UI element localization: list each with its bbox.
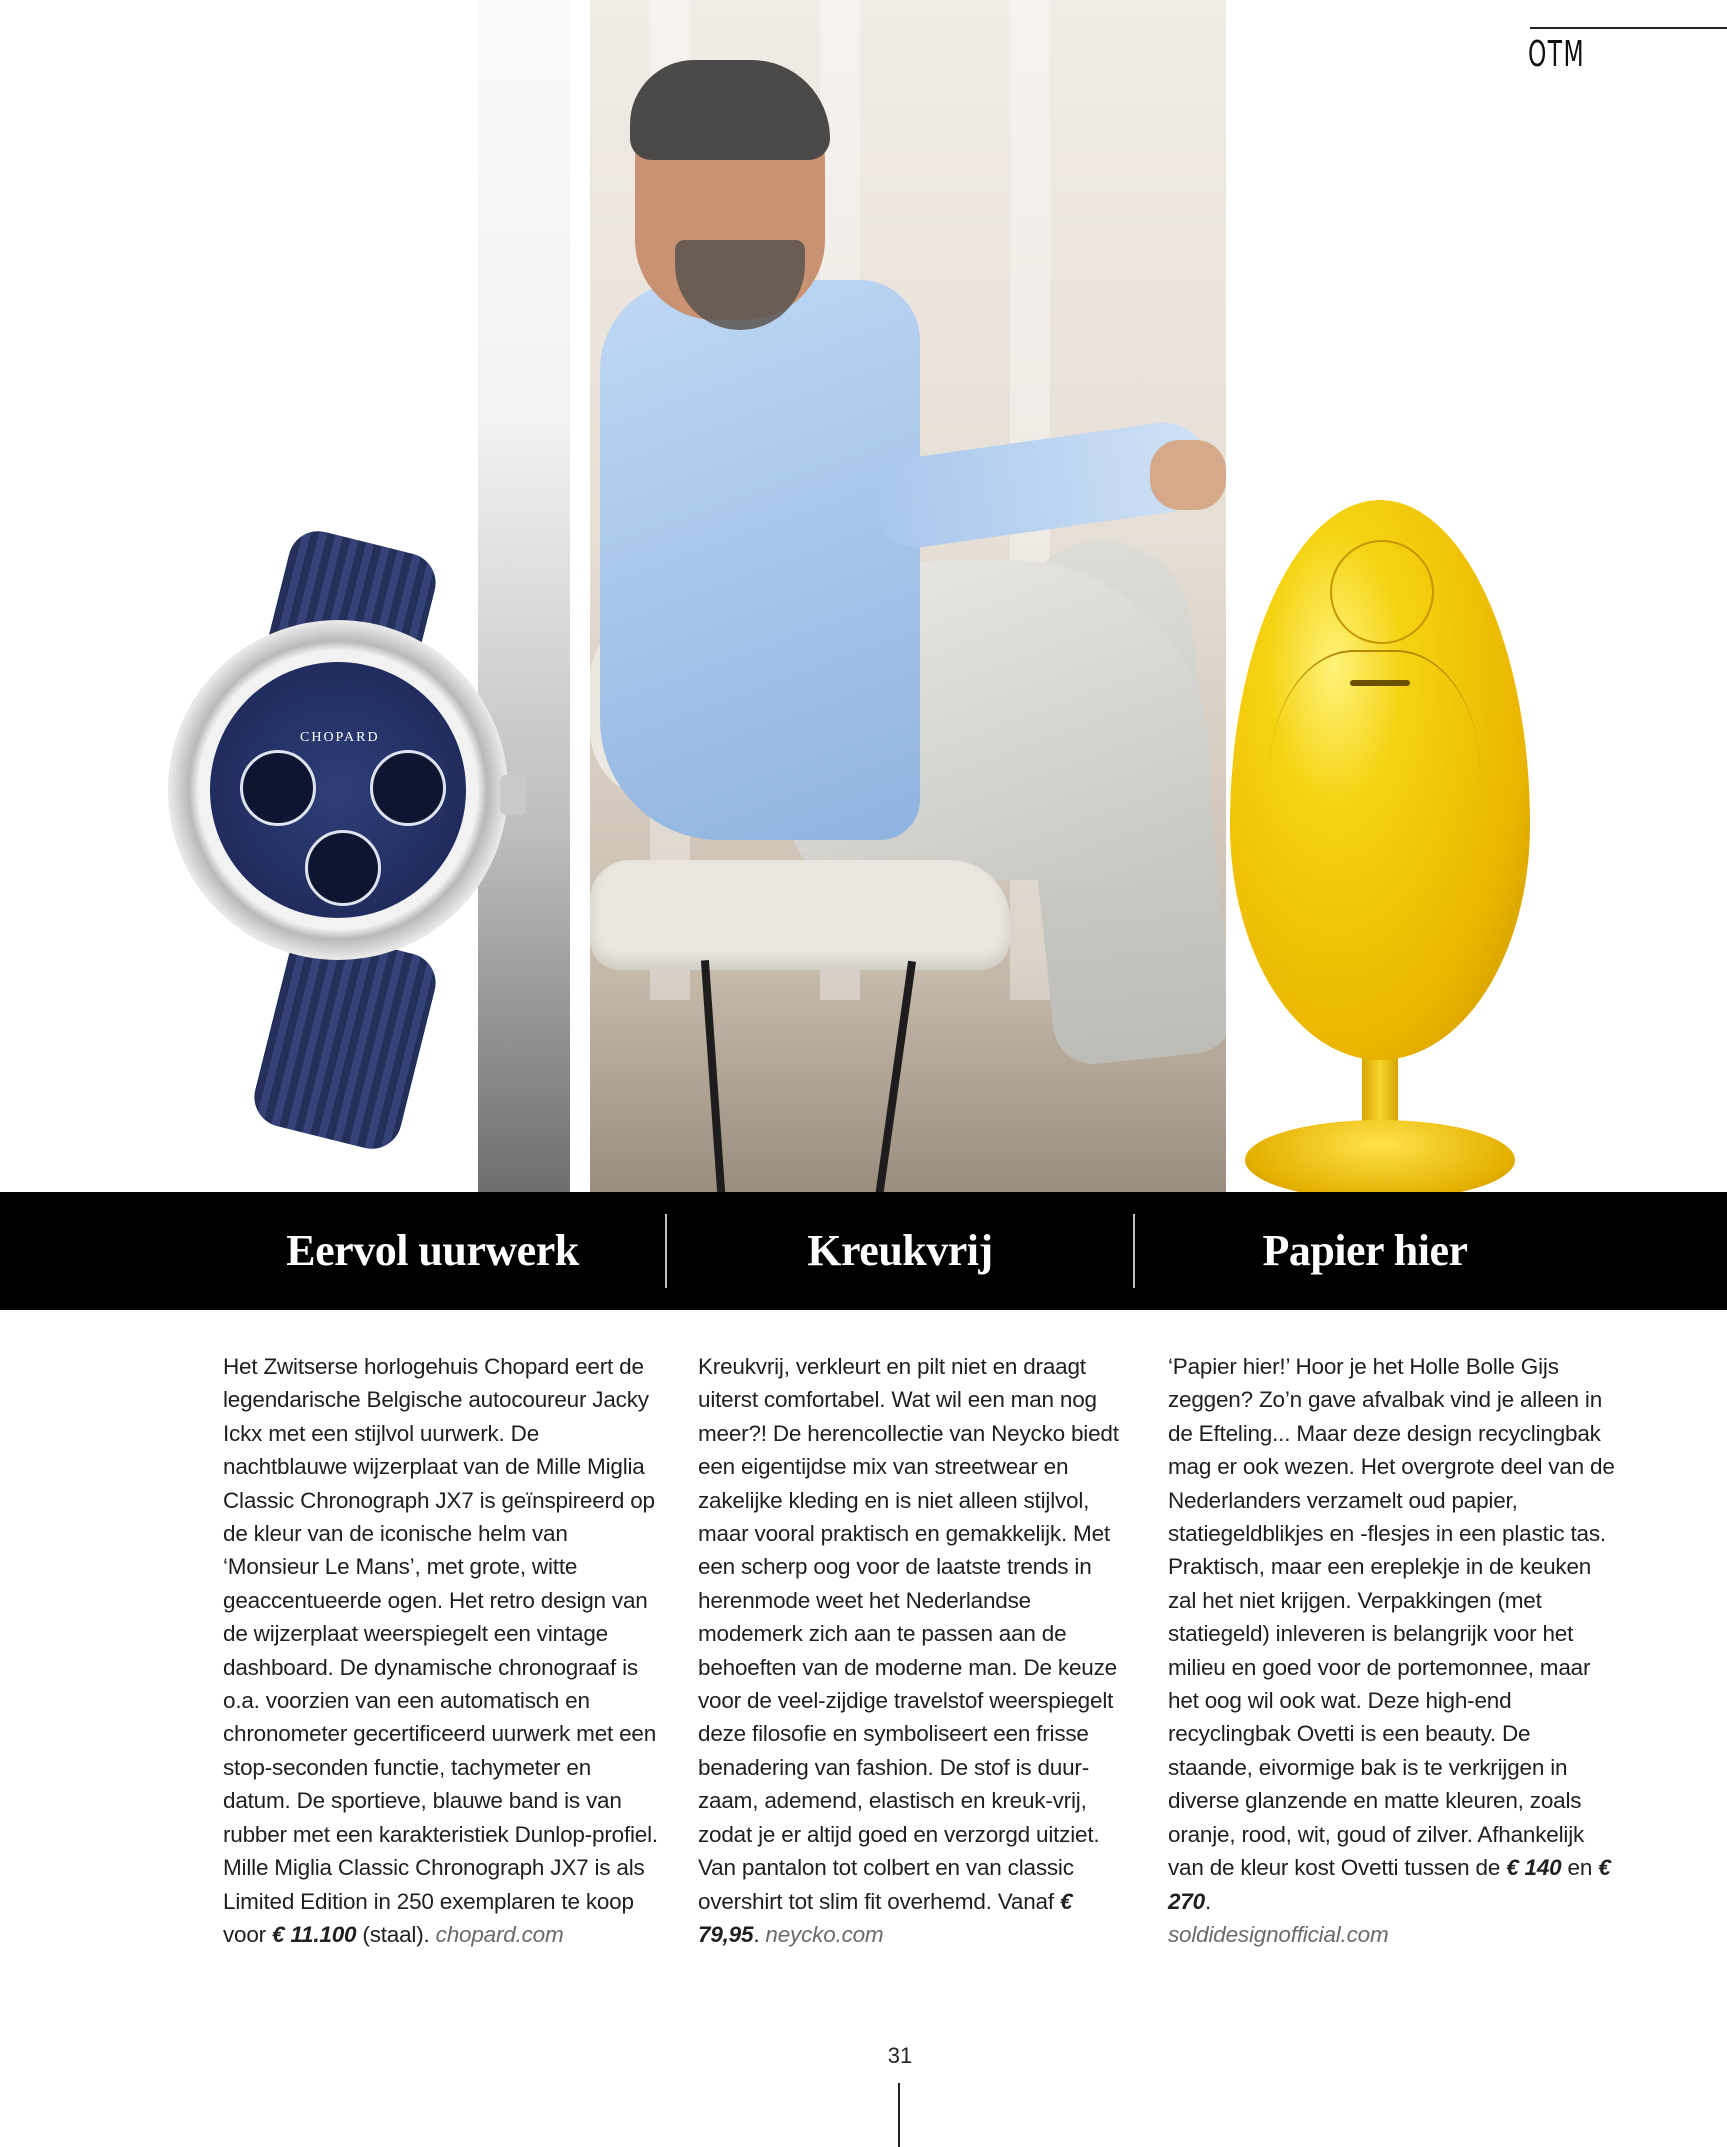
body-text-end: .: [1204, 1888, 1212, 1914]
man-shirt: [600, 280, 920, 840]
ovetti-bin-photo: [1230, 500, 1530, 1200]
chair-leg: [872, 961, 916, 1192]
watch-brand-logo: CHOPARD: [300, 730, 380, 745]
page-number: 31: [887, 2043, 913, 2068]
header-rule: [1530, 27, 1727, 29]
article-text: [1168, 1350, 1618, 1951]
watch-crown: [500, 775, 526, 815]
article-watch: [223, 1350, 663, 1951]
body-text-end: .: [753, 1921, 766, 1947]
section-tag: OTM: [1528, 34, 1586, 75]
chair-seat: [590, 860, 1010, 970]
bin-door: [1270, 650, 1480, 952]
article-text: [698, 1350, 1138, 1951]
man-photo: [590, 0, 1226, 1192]
man-hair: [630, 60, 830, 160]
price: € 79,95: [698, 1888, 1073, 1947]
watch-subdial: [305, 830, 381, 906]
bin-slot: [1350, 680, 1410, 686]
body-text-end: (staal).: [356, 1921, 436, 1947]
website-link[interactable]: chopard.com: [435, 1921, 564, 1947]
man-hand: [1150, 440, 1226, 510]
heading-watch: Eervol uurwerk: [286, 1226, 579, 1275]
bin-base: [1245, 1120, 1515, 1200]
article-text: [223, 1350, 663, 1951]
watch-subdial: [240, 750, 316, 826]
article-bin: [1168, 1350, 1618, 1951]
watch-subdial: [370, 750, 446, 826]
body-text: ‘Papier hier!’ Hoor je het Holle Bolle Gijs zeggen? Zo’n gave afvalbak vind je alleen in de Efteling... Maar deze design recyclingbak mag er ook wezen. Het overgrote deel van de Nederlanders verzamelt oud papier, statiegeldblikjes en -flesjes in een plastic tas. Praktisch, maar een ereplekje in de keuken zal het niet krijgen. Verpakkingen (met statiegeld) inleveren is belangrijk voor het milieu en goed voor de portemonnee, maar het oog wil ook wat. Deze high-end recyclingbak Ovetti is een beauty. De staande, eivormige bak is te verkrijgen in diverse glanzende en matte kleuren, zoals oranje, rood, wit, goud of zilver. Afhankelijk van de kleur kost Ovetti tussen de: [1168, 1354, 1615, 1881]
body-text-mid: en: [1561, 1855, 1599, 1881]
heading-bin: Papier hier: [1262, 1226, 1468, 1275]
website-link[interactable]: soldidesignofficial.com: [1168, 1921, 1389, 1947]
chair-leg: [701, 960, 727, 1192]
website-link[interactable]: neycko.com: [765, 1921, 884, 1947]
price: € 11.100: [272, 1921, 357, 1947]
bin-lid: [1330, 540, 1434, 644]
price: € 270: [1168, 1855, 1611, 1914]
price: € 140: [1506, 1855, 1562, 1881]
body-text: Het Zwitserse horlogehuis Chopard eert de legendarische Belgische autocoureur Jacky Ickx met een stijlvol uurwerk. De nachtblauwe wijzerplaat van de Mille Miglia Classic Chronograph JX7 is geïnspireerd op de kleur van de iconische helm van ‘Monsieur Le Mans’, met grote, witte geaccentueerde ogen. Het retro design van de wijzerplaat weerspiegelt een vintage dashboard. De dynamische chronograaf is o.a. voorzien van een automatisch en chronometer gecertificeerd uurwerk met een stop-seconden functie, tachymeter en datum. De sportieve, blauwe band is van rubber met een karakteristiek Dunlop-profiel. Mille Miglia Classic Chronograph JX7 is als Limited Edition in 250 exemplaren te koop voor: [223, 1354, 658, 1947]
heading-fashion: Kreukvrij: [807, 1226, 993, 1275]
footer-rule: [898, 2083, 900, 2147]
body-text: Kreukvrij, verkleurt en pilt niet en draagt uiterst comfortabel. Wat wil een man nog meer?! De herencollectie van Neycko biedt een eigentijdse mix van streetwear en zakelijke kleding en is niet alleen stijlvol, maar vooral praktisch en gemakkelijk. Met een scherp oog voor de laatste trends in herenmode weet het Nederlandse modemerk zich aan te passen aan de behoeften van de moderne man. De keuze voor de veel-zijdige travelstof weerspiegelt deze filosofie en symboliseert een frisse benadering van fashion. De stof is duur-zaam, ademend, elastisch en kreuk-vrij, zodat je er altijd goed en verzorgd uitziet. Van pantalon tot colbert en van classic overshirt tot slim fit overhemd. Vanaf: [698, 1354, 1119, 1914]
heading-band: [0, 1192, 1727, 1310]
watch-photo: [160, 540, 540, 1140]
article-fashion: [698, 1350, 1138, 1951]
